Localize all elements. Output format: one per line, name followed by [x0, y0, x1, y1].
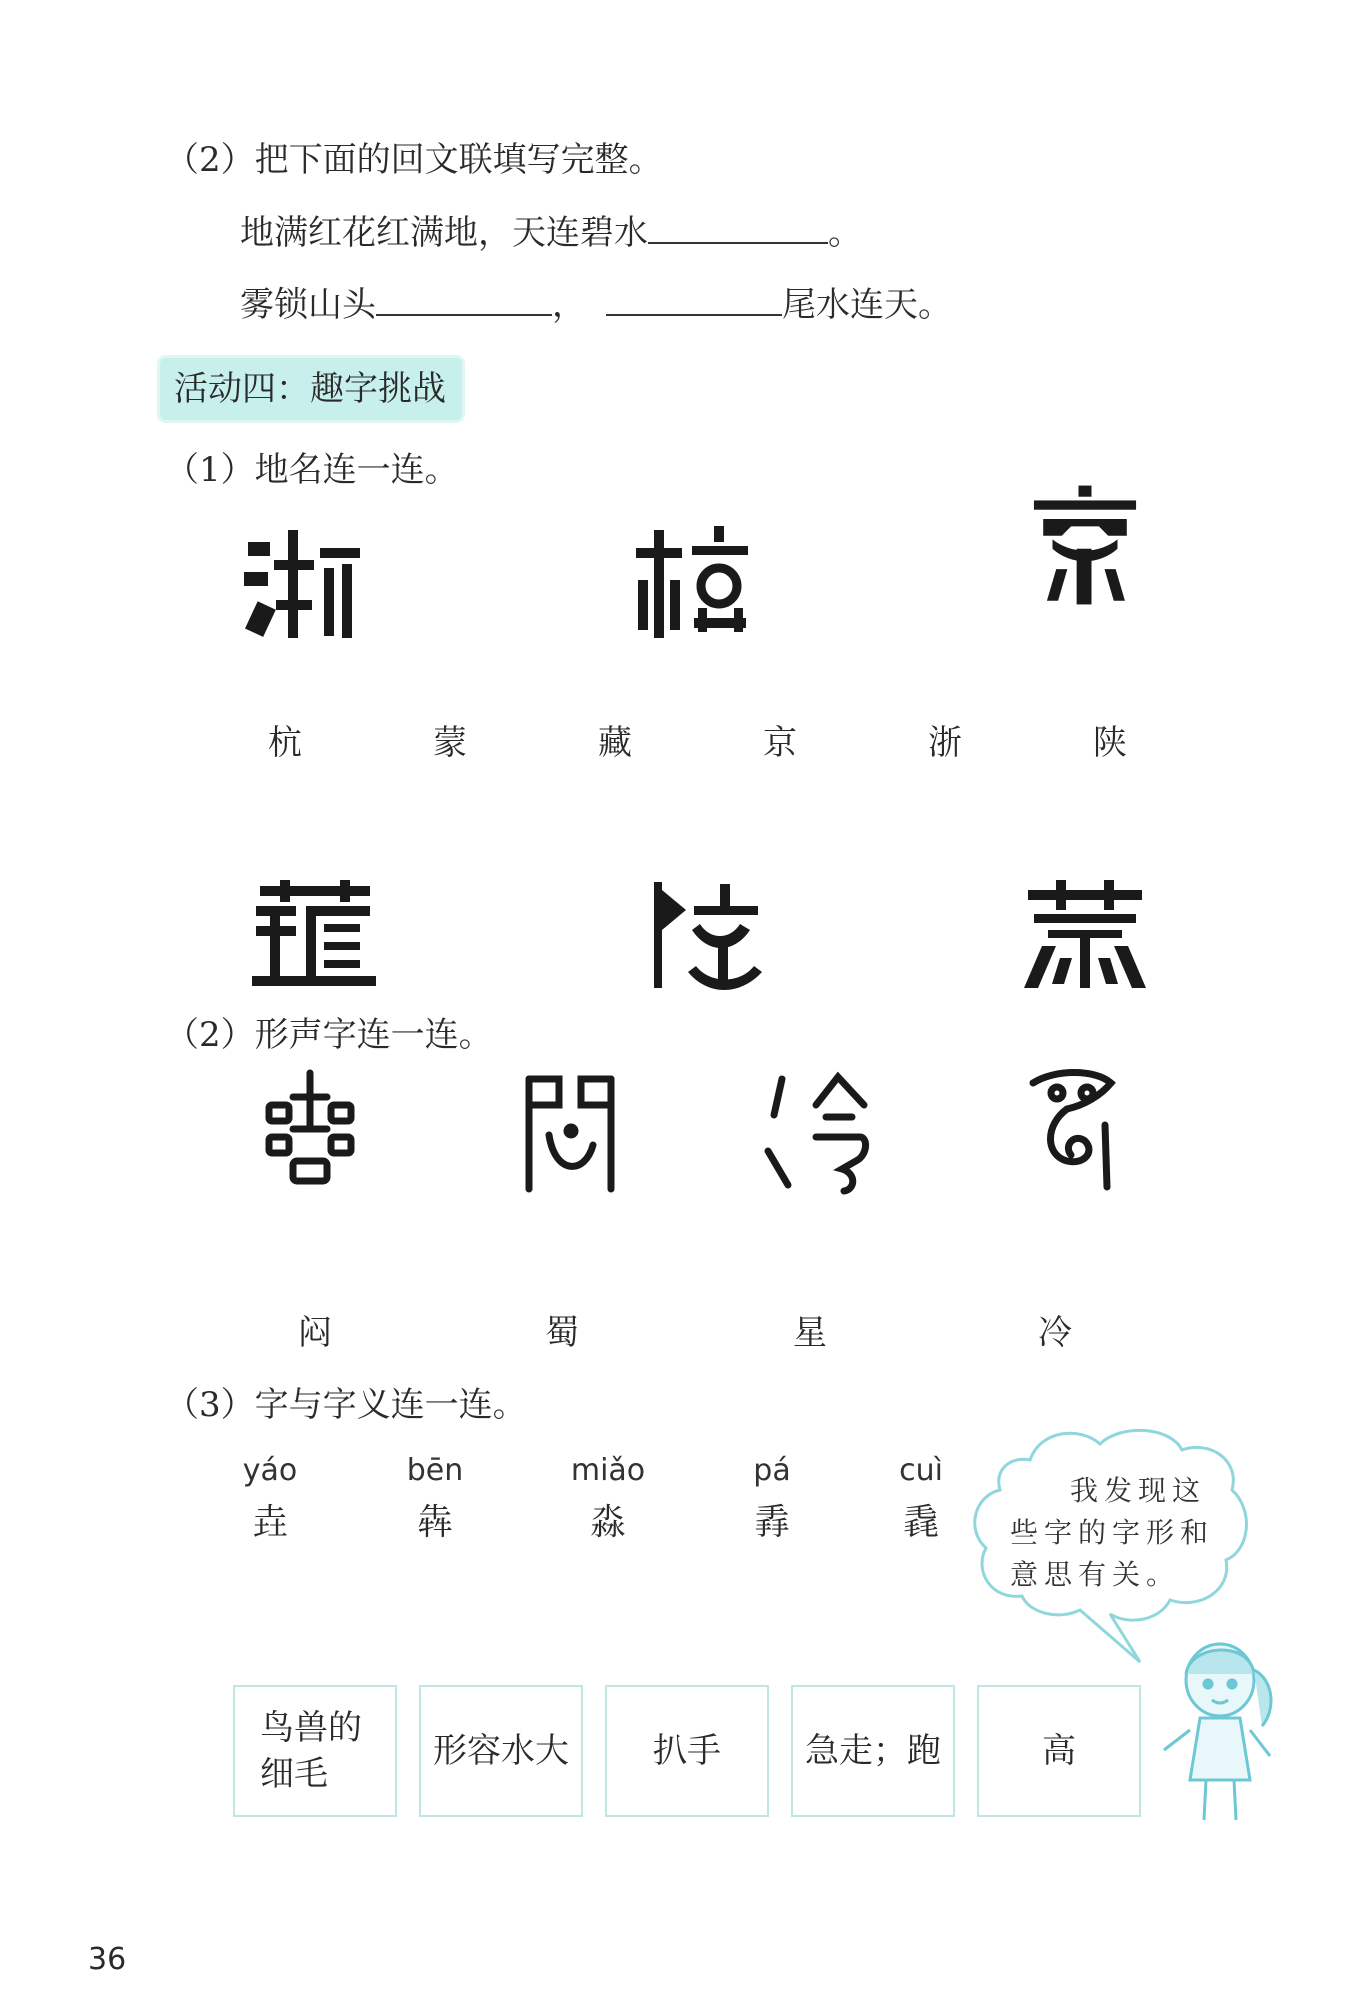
stylized-shaan-glyph — [650, 870, 780, 1000]
meaning-box[interactable] — [791, 1685, 955, 1817]
char-name[interactable]: 星 — [793, 1313, 827, 1353]
meaning-text: 急走；跑 — [805, 1731, 941, 1771]
place-name[interactable]: 京 — [763, 723, 797, 763]
meaning-text: 鸟兽的细毛 — [260, 1708, 362, 1794]
pinyin: pá — [753, 1453, 791, 1488]
seal-leng-glyph — [755, 1065, 885, 1195]
seal-shu-glyph — [1010, 1065, 1140, 1195]
stylized-zang-glyph — [250, 870, 380, 1000]
bubble-text-line-1: 我发现这 — [1070, 1474, 1207, 1507]
answer-blank[interactable] — [376, 284, 552, 316]
char-name[interactable]: 闷 — [298, 1313, 332, 1353]
char-name[interactable]: 蜀 — [545, 1313, 579, 1353]
girl-illustration — [1150, 1630, 1290, 1830]
page-number: 36 — [88, 1942, 127, 1977]
stylized-zhe-glyph — [240, 520, 370, 650]
hanzi[interactable]: 掱 — [753, 1502, 790, 1543]
seal-xing-glyph — [245, 1065, 375, 1195]
couplet-line-1-text: 地满红花红满地，天连碧水 — [240, 213, 648, 253]
place-name[interactable]: 陕 — [1093, 723, 1127, 763]
couplet-punct: 。 — [828, 213, 862, 253]
answer-blank[interactable] — [606, 284, 782, 316]
hanzi[interactable]: 毳 — [902, 1502, 939, 1543]
pinyin: cuì — [899, 1453, 943, 1488]
meaning-text: 扒手 — [653, 1731, 721, 1771]
couplet-punct: ， — [552, 285, 586, 325]
pinyin: bēn — [406, 1453, 464, 1488]
place-name[interactable]: 蒙 — [433, 723, 467, 763]
hanzi[interactable]: 犇 — [416, 1502, 453, 1543]
answer-blank[interactable] — [648, 212, 828, 244]
stylized-hang-glyph — [630, 520, 760, 650]
meaning-box[interactable] — [233, 1685, 397, 1817]
meaning-box[interactable] — [419, 1685, 583, 1817]
couplet-line-1 — [240, 212, 862, 253]
stylized-jing-glyph — [1020, 480, 1150, 610]
couplet-line-2-start: 雾锁山头 — [240, 285, 376, 325]
bubble-text-line-2: 些字的字形和 — [1010, 1516, 1215, 1549]
char-name[interactable]: 冷 — [1038, 1313, 1072, 1353]
place-name[interactable]: 浙 — [928, 723, 962, 763]
meaning-text: 形容水大 — [433, 1731, 569, 1771]
stylized-meng-glyph — [1020, 870, 1150, 1000]
question-title: （3）字与字义连一连。 — [165, 1385, 527, 1425]
hanzi[interactable]: 垚 — [251, 1502, 288, 1543]
couplet-line-2 — [240, 284, 952, 325]
pinyin: yáo — [242, 1453, 298, 1488]
place-name[interactable]: 杭 — [268, 723, 302, 763]
question-title: （2）把下面的回文联填写完整。 — [165, 140, 663, 180]
couplet-line-2-end: 尾水连天。 — [782, 285, 952, 325]
hanzi[interactable]: 淼 — [589, 1502, 626, 1543]
pinyin: miǎo — [570, 1453, 646, 1488]
seal-men-glyph — [505, 1065, 635, 1195]
meaning-text: 高 — [1042, 1731, 1076, 1771]
place-name[interactable]: 藏 — [598, 723, 632, 763]
bubble-text-line-3: 意思有关。 — [1010, 1558, 1181, 1591]
meaning-box[interactable] — [605, 1685, 769, 1817]
activity-banner: 活动四：趣字挑战 — [160, 358, 462, 420]
question-title: （2）形声字连一连。 — [165, 1015, 493, 1055]
meaning-box[interactable] — [977, 1685, 1141, 1817]
question-title: （1）地名连一连。 — [165, 450, 459, 490]
